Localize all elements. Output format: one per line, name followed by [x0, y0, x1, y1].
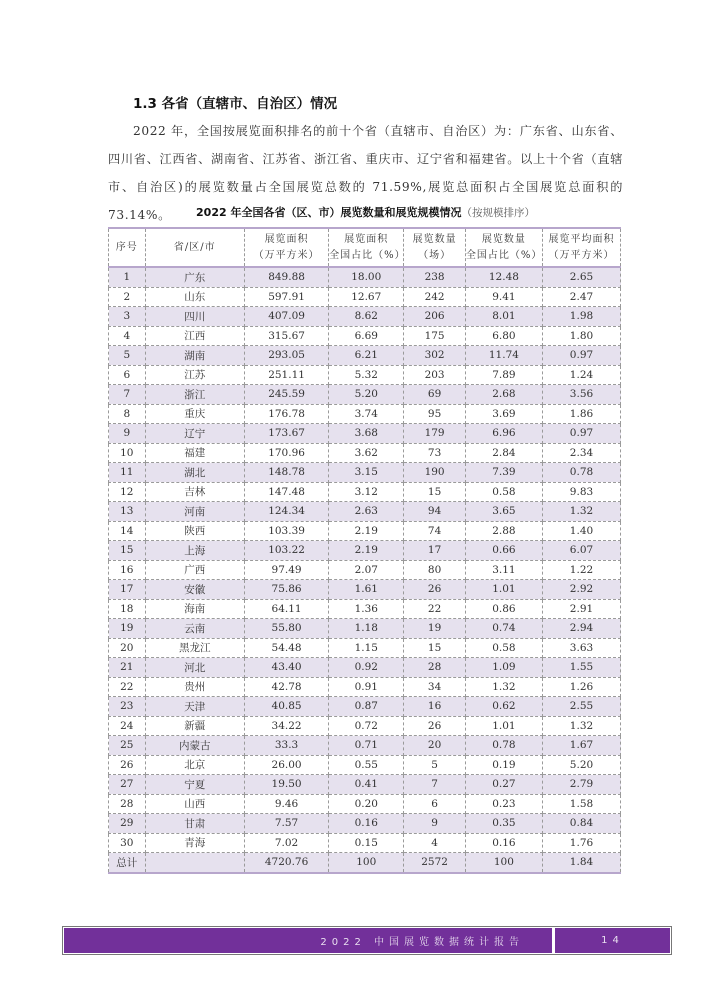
table-cell: 0.92	[329, 658, 404, 678]
table-cell: 6.69	[329, 326, 404, 346]
table-row	[109, 482, 621, 502]
page-footer	[62, 926, 672, 955]
table-cell: 19	[109, 619, 146, 639]
table-row	[109, 521, 621, 541]
column-header: 省/区/市	[145, 228, 244, 267]
table-cell: 9.46	[244, 794, 328, 814]
table-cell: 173.67	[244, 424, 328, 444]
table-cell: 42.78	[244, 677, 328, 697]
table-cell: 广东	[145, 267, 244, 287]
table-row	[109, 736, 621, 756]
table-cell: 3.68	[329, 424, 404, 444]
table-cell: 0.58	[465, 638, 542, 658]
table-cell: 75.86	[244, 580, 328, 600]
table-cell: 23	[109, 697, 146, 717]
table-cell: 2.92	[542, 580, 620, 600]
table-cell: 1.15	[329, 638, 404, 658]
table-cell: 1.40	[542, 521, 620, 541]
table-cell: 广西	[145, 560, 244, 580]
table-cell: 206	[404, 307, 465, 327]
table-row	[109, 267, 621, 287]
table-title: 2022 年全国各省（区、市）展览数量和展览规模情况	[196, 206, 462, 219]
table-cell: 302	[404, 346, 465, 366]
table-row	[109, 443, 621, 463]
table-cell: 3.15	[329, 463, 404, 483]
table-cell: 0.74	[465, 619, 542, 639]
table-cell: 天津	[145, 697, 244, 717]
table-cell: 1.58	[542, 794, 620, 814]
column-header: 展览面积 全国占比（%）	[329, 228, 404, 267]
column-header: 展览平均面积 （万平方米）	[542, 228, 620, 267]
page-number: 14	[555, 928, 670, 953]
table-caption	[108, 204, 623, 220]
table-cell: 0.78	[465, 736, 542, 756]
table-cell: 0.66	[465, 541, 542, 561]
table-cell: 0.97	[542, 424, 620, 444]
body-paragraph: 2022 年，全国按展览面积排名的前十个省（直辖市、自治区）为：广东省、山东省、四川省、江西省、湖南省、江苏省、浙江省、重庆市、辽宁省和福建省。以上十个省（直辖市、自治区)的展览数量占全国展览总数的 71.59%,展览总面积占全国展览总面积的 73.14%。	[108, 124, 623, 222]
table-cell: 2.65	[542, 267, 620, 287]
province-exhibition-table	[108, 227, 621, 874]
table-cell: 1.76	[542, 833, 620, 853]
table-cell: 陕西	[145, 521, 244, 541]
table-cell: 6.07	[542, 541, 620, 561]
table-cell: 24	[109, 716, 146, 736]
table-caption-note: （按规模排序）	[461, 207, 535, 219]
table-cell: 0.72	[329, 716, 404, 736]
table-cell: 13	[109, 502, 146, 522]
table-cell: 849.88	[244, 267, 328, 287]
table-cell: 3.65	[465, 502, 542, 522]
table-cell: 3.62	[329, 443, 404, 463]
table-cell: 176.78	[244, 404, 328, 424]
table-cell: 9.41	[465, 287, 542, 307]
table-cell: 2572	[404, 853, 465, 873]
table-row	[109, 404, 621, 424]
table-cell: 103.39	[244, 521, 328, 541]
table-cell: 总计	[109, 853, 146, 873]
table-cell: 0.15	[329, 833, 404, 853]
table-row	[109, 287, 621, 307]
table-cell: 15	[404, 482, 465, 502]
table-row	[109, 424, 621, 444]
footer-report-title: 2022 中国展览数据统计报告	[64, 928, 552, 953]
table-cell: 2.94	[542, 619, 620, 639]
table-cell: 2.47	[542, 287, 620, 307]
table-cell: 12	[109, 482, 146, 502]
table-cell: 5	[109, 346, 146, 366]
table-cell: 179	[404, 424, 465, 444]
table-row	[109, 755, 621, 775]
table-cell: 1	[109, 267, 146, 287]
table-cell: 3.74	[329, 404, 404, 424]
table-cell: 7	[109, 385, 146, 405]
table-cell: 19.50	[244, 775, 328, 795]
table-cell: 上海	[145, 541, 244, 561]
table-cell: 0.35	[465, 814, 542, 834]
table-cell: 124.34	[244, 502, 328, 522]
column-header: 展览数量 （场）	[404, 228, 465, 267]
table-cell: 2.79	[542, 775, 620, 795]
table-cell: 148.78	[244, 463, 328, 483]
table-cell: 6.80	[465, 326, 542, 346]
table-cell: 14	[109, 521, 146, 541]
table-cell: 17	[404, 541, 465, 561]
table-cell: 20	[109, 638, 146, 658]
section-heading: 1.3 各省（直辖市、自治区）情况	[133, 96, 338, 112]
table-cell: 0.19	[465, 755, 542, 775]
table-cell: 贵州	[145, 677, 244, 697]
table-cell: 1.84	[542, 853, 620, 873]
table-cell: 云南	[145, 619, 244, 639]
table-cell: 3.11	[465, 560, 542, 580]
table-cell: 1.32	[542, 502, 620, 522]
table-cell: 3	[109, 307, 146, 327]
total-row	[109, 853, 621, 873]
table-cell: 251.11	[244, 365, 328, 385]
table-cell: 甘肃	[145, 814, 244, 834]
table-cell: 22	[109, 677, 146, 697]
table-cell: 山东	[145, 287, 244, 307]
table-cell: 15	[404, 638, 465, 658]
table-cell: 0.41	[329, 775, 404, 795]
table-cell: 100	[329, 853, 404, 873]
table-cell: 海南	[145, 599, 244, 619]
table-cell	[145, 853, 244, 873]
table-cell: 6.21	[329, 346, 404, 366]
table-cell: 15	[109, 541, 146, 561]
table-cell: 1.98	[542, 307, 620, 327]
table-cell: 0.86	[465, 599, 542, 619]
table-row	[109, 346, 621, 366]
table-cell: 江西	[145, 326, 244, 346]
table-cell: 28	[109, 794, 146, 814]
table-cell: 2	[109, 287, 146, 307]
table-cell: 11	[109, 463, 146, 483]
table-cell: 8	[109, 404, 146, 424]
table-row	[109, 580, 621, 600]
table-cell: 8.62	[329, 307, 404, 327]
table-header-row	[109, 228, 621, 267]
table-cell: 0.27	[465, 775, 542, 795]
table-cell: 7.57	[244, 814, 328, 834]
table-cell: 315.67	[244, 326, 328, 346]
table-cell: 17	[109, 580, 146, 600]
table-cell: 1.32	[542, 716, 620, 736]
table-cell: 242	[404, 287, 465, 307]
table-cell: 湖北	[145, 463, 244, 483]
table-row	[109, 697, 621, 717]
table-cell: 8.01	[465, 307, 542, 327]
table-cell: 0.20	[329, 794, 404, 814]
table-cell: 34	[404, 677, 465, 697]
table-cell: 26	[404, 580, 465, 600]
table-cell: 0.84	[542, 814, 620, 834]
table-cell: 5.20	[329, 385, 404, 405]
table-cell: 7.39	[465, 463, 542, 483]
table-cell: 内蒙古	[145, 736, 244, 756]
table-cell: 12.48	[465, 267, 542, 287]
table-cell: 北京	[145, 755, 244, 775]
table-row	[109, 716, 621, 736]
table-cell: 100	[465, 853, 542, 873]
table-cell: 新疆	[145, 716, 244, 736]
table-cell: 6.96	[465, 424, 542, 444]
table-cell: 1.22	[542, 560, 620, 580]
table-cell: 28	[404, 658, 465, 678]
table-row	[109, 560, 621, 580]
table-cell: 170.96	[244, 443, 328, 463]
table-cell: 3.12	[329, 482, 404, 502]
table-cell: 湖南	[145, 346, 244, 366]
table-cell: 0.23	[465, 794, 542, 814]
table-cell: 2.55	[542, 697, 620, 717]
table-cell: 2.63	[329, 502, 404, 522]
table-cell: 黑龙江	[145, 638, 244, 658]
table-cell: 1.55	[542, 658, 620, 678]
table-cell: 25	[109, 736, 146, 756]
table-cell: 597.91	[244, 287, 328, 307]
table-cell: 四川	[145, 307, 244, 327]
table-row	[109, 599, 621, 619]
table-cell: 2.34	[542, 443, 620, 463]
table-cell: 190	[404, 463, 465, 483]
table-cell: 64.11	[244, 599, 328, 619]
table-cell: 147.48	[244, 482, 328, 502]
table-cell: 0.55	[329, 755, 404, 775]
table-cell: 青海	[145, 833, 244, 853]
table-cell: 40.85	[244, 697, 328, 717]
table-cell: 2.19	[329, 521, 404, 541]
table-cell: 辽宁	[145, 424, 244, 444]
table-cell: 2.68	[465, 385, 542, 405]
table-cell: 22	[404, 599, 465, 619]
table-cell: 0.78	[542, 463, 620, 483]
table-cell: 1.24	[542, 365, 620, 385]
table-row	[109, 814, 621, 834]
table-cell: 1.86	[542, 404, 620, 424]
table-cell: 34.22	[244, 716, 328, 736]
table-cell: 30	[109, 833, 146, 853]
table-row	[109, 619, 621, 639]
table-cell: 5	[404, 755, 465, 775]
table-cell: 245.59	[244, 385, 328, 405]
table-row	[109, 794, 621, 814]
table-cell: 203	[404, 365, 465, 385]
table-cell: 2.91	[542, 599, 620, 619]
table-cell: 16	[404, 697, 465, 717]
table-cell: 18.00	[329, 267, 404, 287]
table-cell: 9.83	[542, 482, 620, 502]
table-cell: 10	[109, 443, 146, 463]
table-cell: 2.07	[329, 560, 404, 580]
table-cell: 74	[404, 521, 465, 541]
table-cell: 26.00	[244, 755, 328, 775]
table-cell: 福建	[145, 443, 244, 463]
table-cell: 7	[404, 775, 465, 795]
table-cell: 1.26	[542, 677, 620, 697]
table-cell: 0.87	[329, 697, 404, 717]
table-cell: 9	[404, 814, 465, 834]
table-cell: 2.88	[465, 521, 542, 541]
table-cell: 3.63	[542, 638, 620, 658]
table-cell: 26	[404, 716, 465, 736]
table-cell: 33.3	[244, 736, 328, 756]
table-cell: 54.48	[244, 638, 328, 658]
table-cell: 18	[109, 599, 146, 619]
table-cell: 94	[404, 502, 465, 522]
table-cell: 1.80	[542, 326, 620, 346]
table-cell: 4	[109, 326, 146, 346]
table-cell: 29	[109, 814, 146, 834]
table-cell: 0.97	[542, 346, 620, 366]
table-cell: 1.01	[465, 580, 542, 600]
table-row	[109, 833, 621, 853]
table-cell: 2.19	[329, 541, 404, 561]
table-row	[109, 502, 621, 522]
table-cell: 12.67	[329, 287, 404, 307]
table-cell: 2.84	[465, 443, 542, 463]
table-cell: 69	[404, 385, 465, 405]
table-cell: 9	[109, 424, 146, 444]
table-row	[109, 463, 621, 483]
table-cell: 73	[404, 443, 465, 463]
table-cell: 河南	[145, 502, 244, 522]
table-cell: 293.05	[244, 346, 328, 366]
table-cell: 0.16	[465, 833, 542, 853]
table-cell: 安徽	[145, 580, 244, 600]
table-row	[109, 775, 621, 795]
table-cell: 0.58	[465, 482, 542, 502]
table-cell: 1.01	[465, 716, 542, 736]
table-cell: 4	[404, 833, 465, 853]
table-cell: 21	[109, 658, 146, 678]
table-cell: 0.91	[329, 677, 404, 697]
table-cell: 重庆	[145, 404, 244, 424]
table-cell: 55.80	[244, 619, 328, 639]
table-cell: 1.09	[465, 658, 542, 678]
table-cell: 浙江	[145, 385, 244, 405]
table-cell: 238	[404, 267, 465, 287]
table-cell: 19	[404, 619, 465, 639]
table-cell: 1.67	[542, 736, 620, 756]
table-row	[109, 307, 621, 327]
table-cell: 1.61	[329, 580, 404, 600]
table-cell: 43.40	[244, 658, 328, 678]
column-header: 展览数量 全国占比（%）	[465, 228, 542, 267]
table-cell: 95	[404, 404, 465, 424]
table-cell: 20	[404, 736, 465, 756]
table-cell: 3.56	[542, 385, 620, 405]
table-row	[109, 365, 621, 385]
table-cell: 5.32	[329, 365, 404, 385]
table-cell: 27	[109, 775, 146, 795]
table-cell: 1.32	[465, 677, 542, 697]
table-row	[109, 638, 621, 658]
table-cell: 11.74	[465, 346, 542, 366]
table-cell: 1.36	[329, 599, 404, 619]
table-cell: 宁夏	[145, 775, 244, 795]
table-cell: 16	[109, 560, 146, 580]
table-cell: 5.20	[542, 755, 620, 775]
table-cell: 吉林	[145, 482, 244, 502]
table-cell: 7.89	[465, 365, 542, 385]
table-cell: 26	[109, 755, 146, 775]
column-header: 展览面积 （万平方米）	[244, 228, 328, 267]
table-cell: 97.49	[244, 560, 328, 580]
table-cell: 80	[404, 560, 465, 580]
table-cell: 0.71	[329, 736, 404, 756]
column-header: 序号	[109, 228, 146, 267]
table-row	[109, 326, 621, 346]
table-cell: 103.22	[244, 541, 328, 561]
table-cell: 3.69	[465, 404, 542, 424]
table-cell: 河北	[145, 658, 244, 678]
table-row	[109, 541, 621, 561]
table-cell: 175	[404, 326, 465, 346]
table-cell: 6	[109, 365, 146, 385]
table-cell: 407.09	[244, 307, 328, 327]
table-row	[109, 385, 621, 405]
table-cell: 0.16	[329, 814, 404, 834]
table-cell: 江苏	[145, 365, 244, 385]
table-cell: 山西	[145, 794, 244, 814]
table-cell: 4720.76	[244, 853, 328, 873]
table-cell: 7.02	[244, 833, 328, 853]
table-cell: 0.62	[465, 697, 542, 717]
table-row	[109, 677, 621, 697]
table-cell: 6	[404, 794, 465, 814]
table-row	[109, 658, 621, 678]
table-cell: 1.18	[329, 619, 404, 639]
